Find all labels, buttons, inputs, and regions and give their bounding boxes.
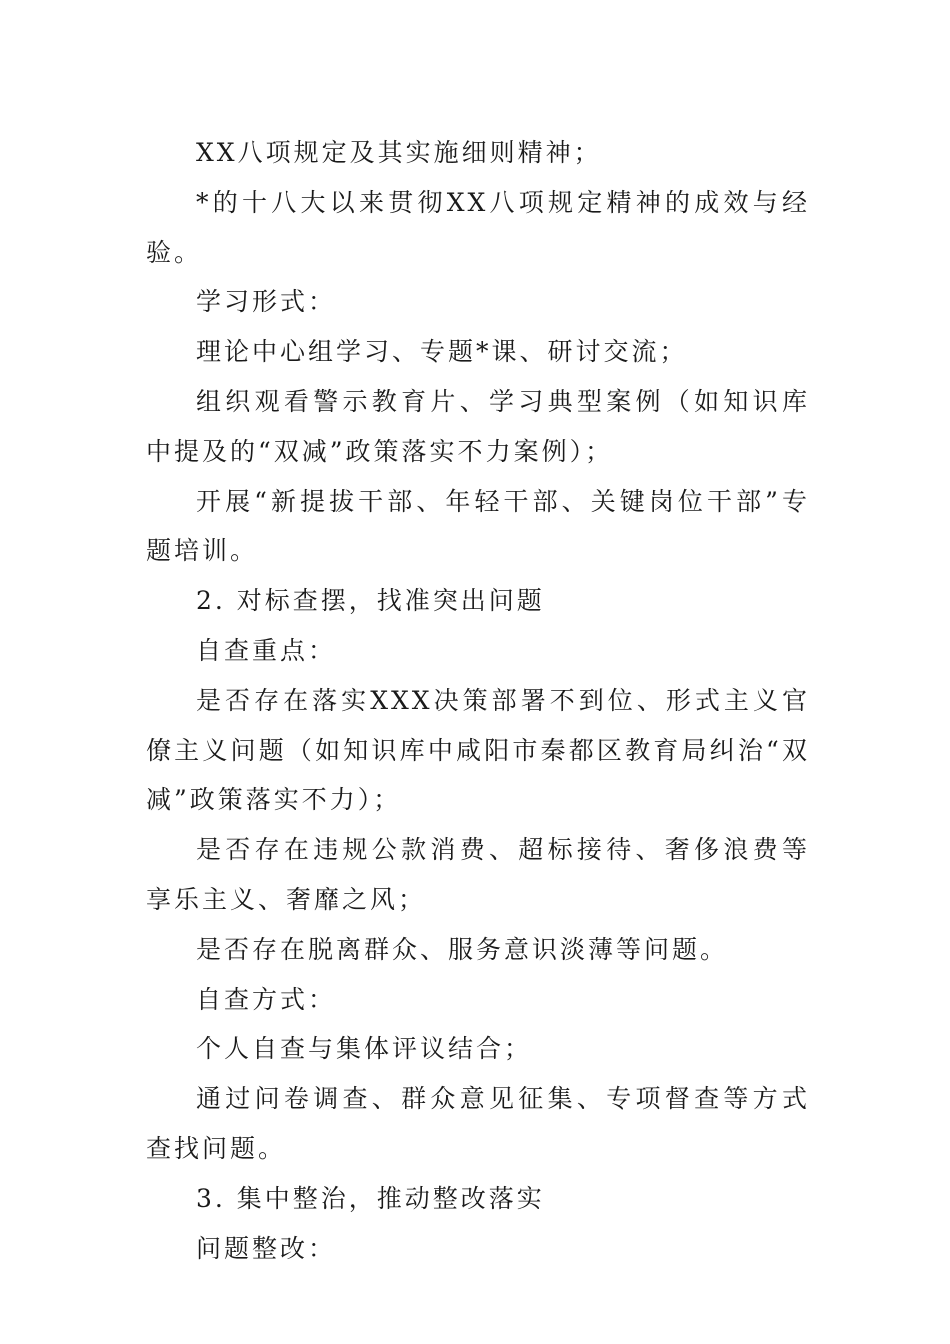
paragraph-study-form-3: 开展“新提拔干部、年轻干部、关键岗位干部”专题培训。 xyxy=(146,486,810,566)
paragraph-self-check-focus-1: 是否存在落实XXX决策部署不到位、形式主义官僚主义问题（如知识库中咸阳市秦都区教育局纠治“双减”政策落实不力）； xyxy=(146,685,810,815)
paragraph-study-content-1: XX八项规定及其实施细则精神； xyxy=(196,138,602,167)
section-heading-2: 2. 对标查摆，找准突出问题 xyxy=(196,586,545,616)
paragraph-self-check-method-2: 通过问卷调查、群众意见征集、专项督查等方式查找问题。 xyxy=(146,1084,810,1163)
paragraph-study-form-1: 理论中心组学习、专题*课、研讨交流； xyxy=(196,337,688,367)
document-body xyxy=(146,128,810,1273)
paragraph-self-check-focus-3: 是否存在脱离群众、服务意识淡薄等问题。 xyxy=(196,934,729,964)
paragraph-rectification-heading: 问题整改： xyxy=(196,1233,337,1263)
section-heading-3: 3. 集中整治，推动整改落实 xyxy=(196,1183,545,1213)
paragraph-study-content-2: *的十八大以来贯彻XX八项规定精神的成效与经验。 xyxy=(146,187,810,267)
paragraph-self-check-focus-2: 是否存在违规公款消费、超标接待、奢侈浪费等享乐主义、奢靡之风； xyxy=(146,835,810,914)
paragraph-self-check-focus-heading: 自查重点： xyxy=(196,635,337,665)
paragraph-self-check-method-heading: 自查方式： xyxy=(196,984,337,1014)
paragraph-self-check-method-1: 个人自查与集体评议结合； xyxy=(196,1034,533,1064)
paragraph-study-form-heading: 学习形式： xyxy=(196,287,337,317)
paragraph-study-form-2: 组织观看警示教育片、学习典型案例（如知识库中提及的“双减”政策落实不力案例）； xyxy=(146,386,810,466)
